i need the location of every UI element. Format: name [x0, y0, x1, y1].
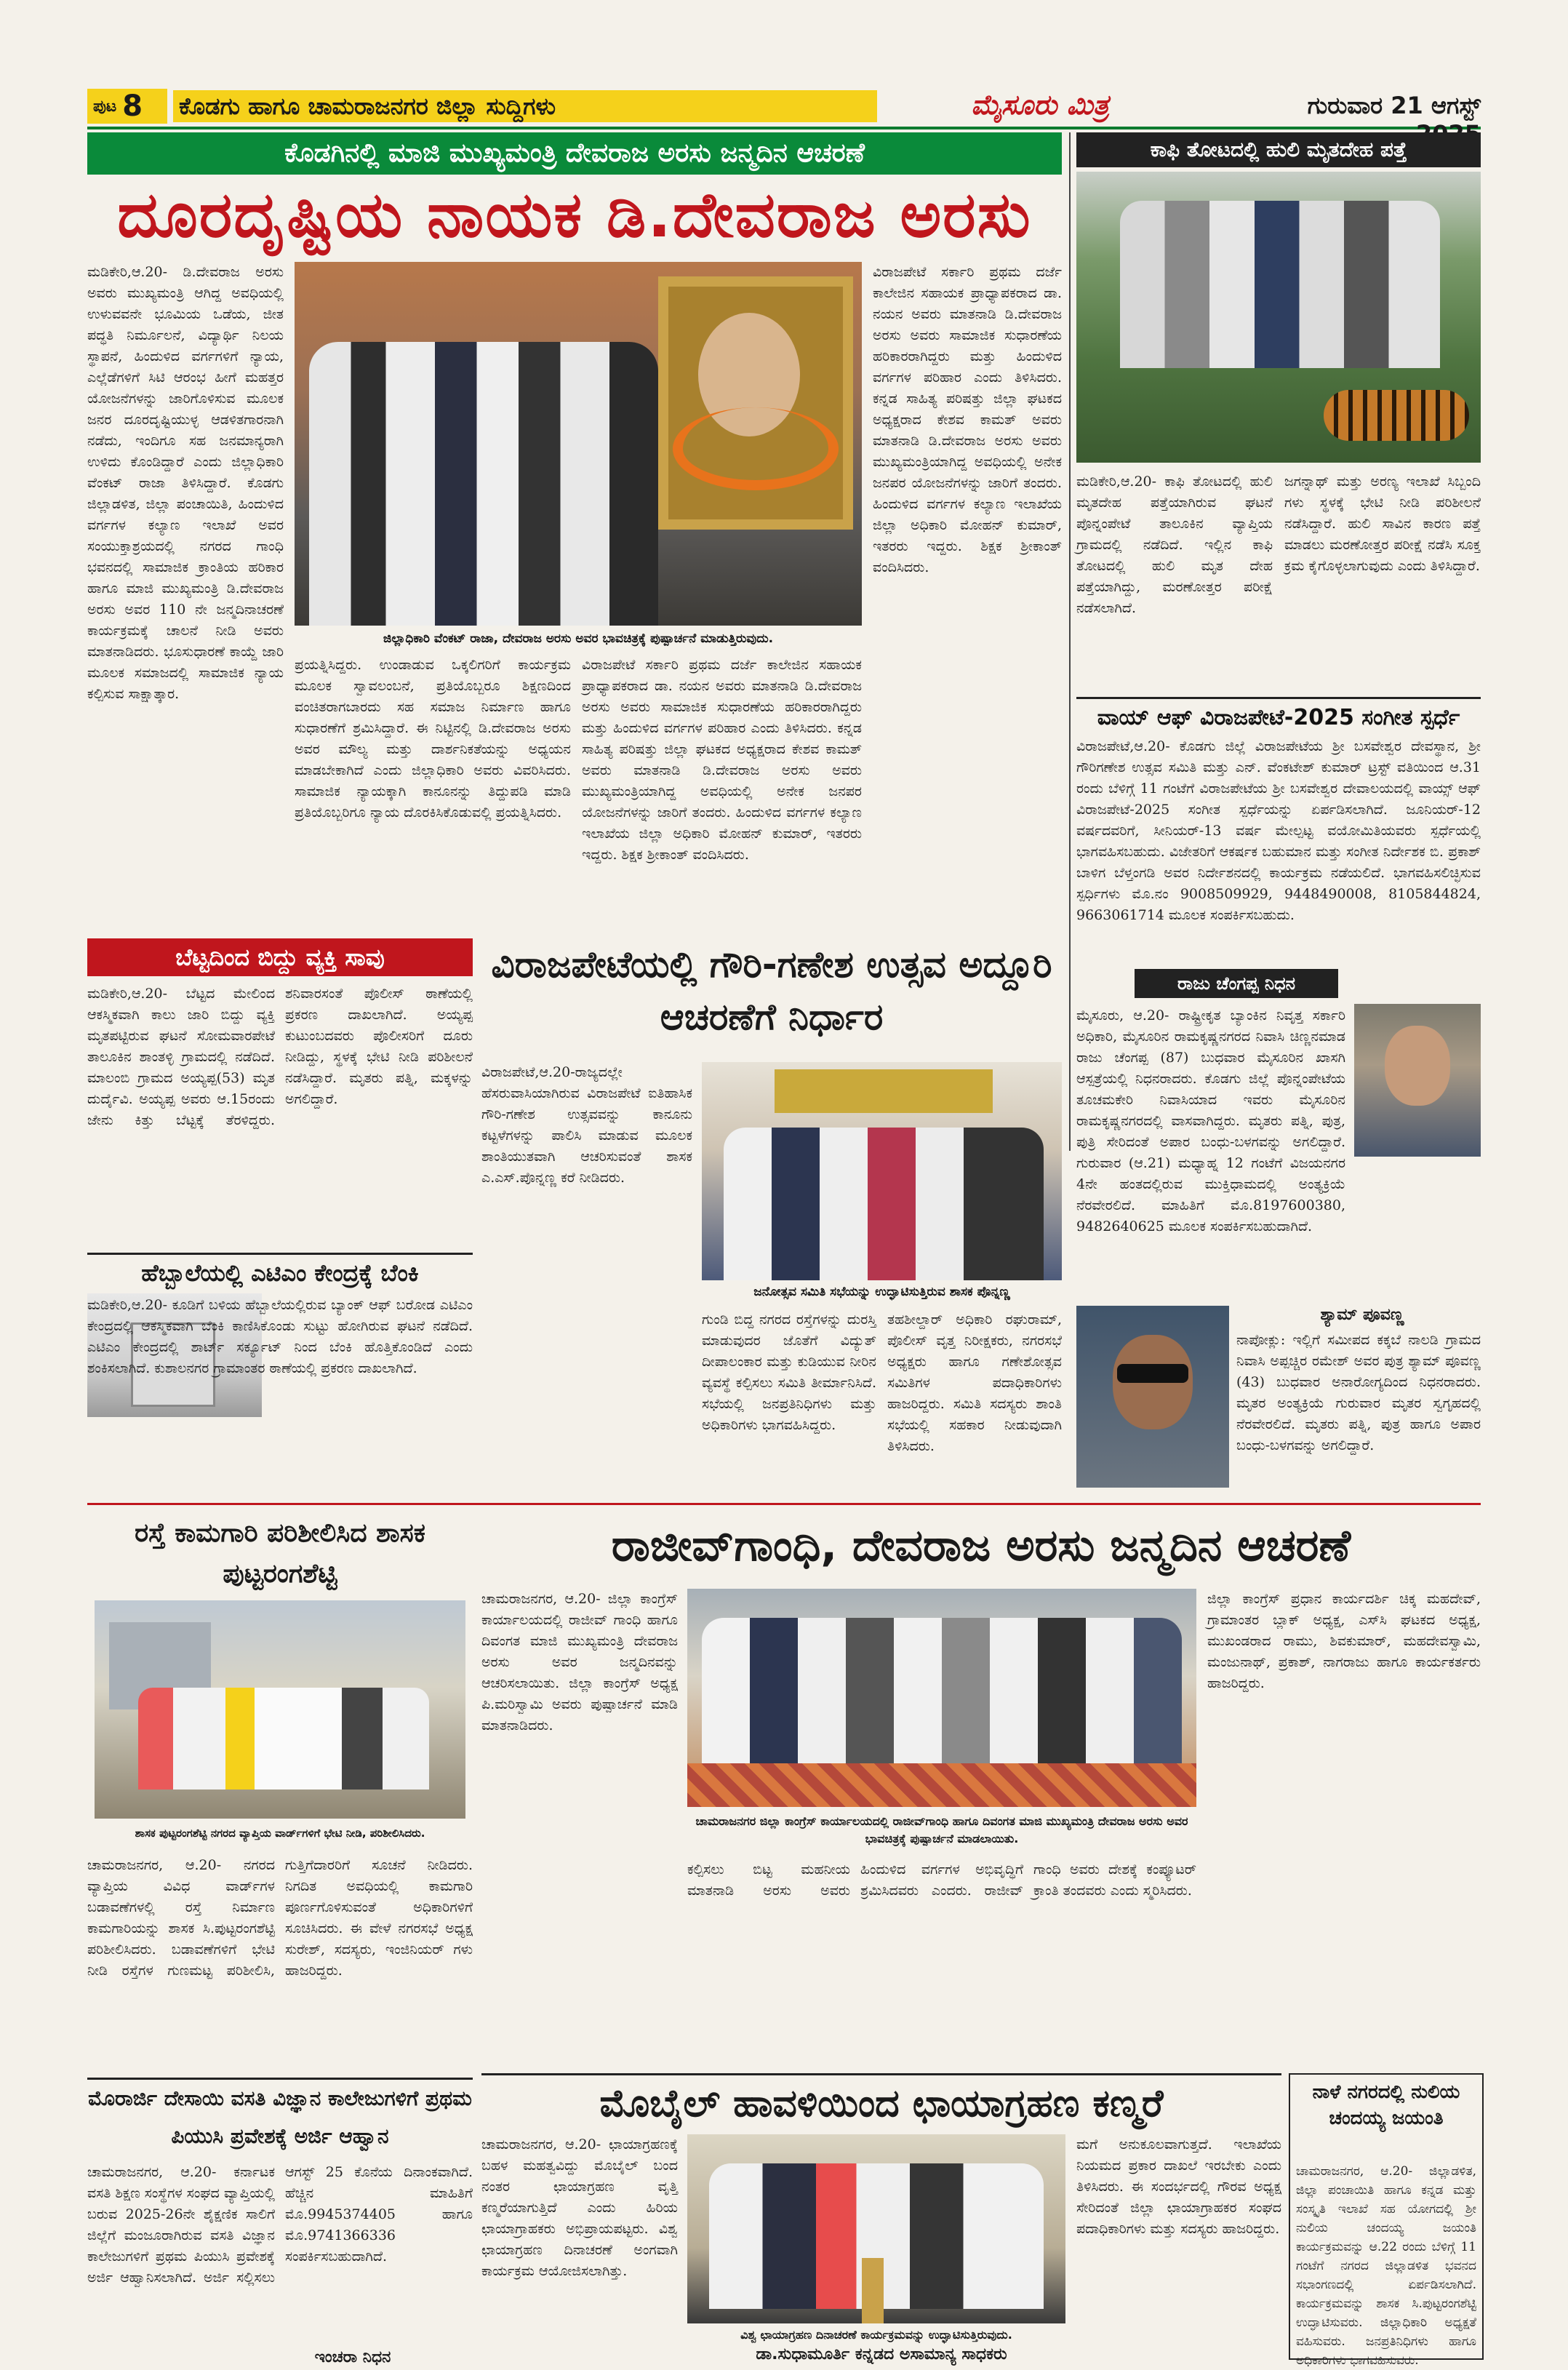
mobile-caption: ವಿಶ್ವ ಛಾಯಾಗ್ರಹಣ ದಿನಾಚರಣೆ ಕಾರ್ಯಕ್ರಮವನ್ನು ಉದ್ಘಾಟಿಸುತ್ತಿರುವುದು.	[740, 2328, 1012, 2342]
nulia-box	[1289, 2073, 1484, 2368]
coffee-body-right: ಜಗನ್ನಾಥ್ ಮತ್ತು ಅರಣ್ಯ ಇಲಾಖೆ ಸಿಬ್ಬಂದಿ ಗಳು ಸ್ಥಳಕ್ಕೆ ಭೇಟಿ ನೀಡಿ ಪರಿಶೀಲನೆ ನಡೆಸಿದ್ದಾರೆ. ಹುಲಿ ಸಾವಿನ ಕಾರಣ ಪತ್ತೆ ಮಾಡಲು ಮರಣೋತ್ತರ ಪರೀಕ್ಷೆ ನಡೆಸಿ ಸೂಕ್ತ ಕ್ರಮ ಕೈಗೊಳ್ಳಲಾಗುವುದು ಎಂದು ತಿಳಿಸಿದ್ದಾರೆ.	[1284, 474, 1481, 574]
obit2-title: ಶ್ಯಾಮ್ ಪೂವಣ್ಣ	[1320, 1306, 1404, 1324]
page-label-box	[87, 89, 167, 124]
wipe-title: ವಾಯ್ ಆಫ್ ವಿರಾಜಪೇಟೆ-2025 ಸಂಗೀತ ಸ್ಪರ್ಧೆ	[1076, 697, 1481, 730]
lead-photo-caption: ಜಿಲ್ಲಾಧಿಕಾರಿ ವೆಂಕಟ್ ರಾಜಾ, ದೇವರಾಜ ಅರಸು ಅವರ ಭಾವಚಿತ್ರಕ್ಕೆ ಪುಷ್ಪಾರ್ಚನೆ ಮಾಡುತ್ತಿರುವುದು.	[383, 631, 774, 646]
lead-body-left: ಮಡಿಕೇರಿ,ಆ.20- ಡಿ.ದೇವರಾಜ ಅರಸು ಅವರು ಮುಖ್ಯಮಂತ್ರಿ ಆಗಿದ್ದ ಅವಧಿಯಲ್ಲಿ ಉಳುವವನೇ ಭೂಮಿಯ ಒಡೆಯ, ಜೀತ ಪದ್ಧತಿ ನಿರ್ಮೂಲನೆ, ವಿದ್ಯಾರ್ಥಿ ನಿಲಯ ಸ್ಥಾಪನೆ, ಹಿಂದುಳಿದ ವರ್ಗಗಳಿಗೆ ನ್ಯಾಯ, ಎಲ್ಲೆಡೆಗಳಿಗೆ ಸಿಟಿ ಆರಂಭ ಹೀಗೆ ಮಹತ್ತರ ಯೋಜನೆಗಳನ್ನು ಜಾರಿಗೊಳಿಸುವ ಮೂಲಕ ಜನರ ದೂರದೃಷ್ಟಿಯುಳ್ಳ ಆಡಳಿತಗಾರನಾಗಿ ನಡೆದು, ಇಂದಿಗೂ ಸಹ ಜನಮಾನ್ಯರಾಗಿ ಉಳಿದು ಕೊಂಡಿದ್ದಾರೆ ಎಂದು ಜಿಲ್ಲಾಧಿಕಾರಿ ವೆಂಕಟ್ ರಾಜಾ ತಿಳಿಸಿದ್ದಾರೆ. ಕೊಡಗು ಜಿಲ್ಲಾಡಳಿತ, ಜಿಲ್ಲಾ ಪಂಚಾಯಿತಿ, ಹಿಂದುಳಿದ ವರ್ಗಗಳ ಕಲ್ಯಾಣ ಇಲಾಖೆ ಅವರ ಸಂಯುಕ್ತಾಶ್ರಯದಲ್ಲಿ ನಗರದ ಗಾಂಧಿ ಭವನದಲ್ಲಿ ಸಾಮಾಜಿಕ ಕ್ರಾಂತಿಯ ಹರಿಕಾರ ಹಾಗೂ ಮಾಜಿ ಮುಖ್ಯಮಂತ್ರಿ ಡಿ.ದೇವರಾಜ ಅರಸು ಅವರ 110 ನೇ ಜನ್ಮದಿನಾಚರಣೆ ಕಾರ್ಯಕ್ರಮಕ್ಕೆ ಚಾಲನೆ ನೀಡಿ ಅವರು ಮಾತನಾಡಿದರು. ಭೂಸುಧಾರಣೆ ಕಾಯ್ದೆ ಜಾರಿ ಮೂಲಕ ಸಮಾಜದಲ್ಲಿ ಸಾಮಾಜಿಕ ನ್ಯಾಯ ಕಲ್ಪಿಸುವ ಸಾಕ್ಷಾತ್ಕಾರ.	[87, 264, 284, 702]
lamp	[862, 2258, 884, 2323]
obit1-photo	[1354, 1004, 1481, 1157]
obit2-body: ನಾಪೋಕ್ಲು: ಇಲ್ಲಿಗೆ ಸಮೀಪದ ಕಕ್ಕಬೆ ನಾಲಡಿ ಗ್ರಾಮದ ನಿವಾಸಿ ಅಪ್ಪಚ್ಚಿರ ರಮೇಶ್ ಅವರ ಪುತ್ರ ಶ್ಯಾಮ್ ಪೂವಣ್ಣ (43) ಬುಧವಾರ ಅನಾರೋಗ್ಯದಿಂದ ನಿಧನರಾದರು. ಮೃತರ ಅಂತ್ಯಕ್ರಿಯೆ ಗುರುವಾರ ಮೃತರ ಸ್ವಗೃಹದಲ್ಲಿ ನೆರವೇರಲಿದೆ. ಮೃತರು ಪತ್ನಿ, ಪುತ್ರ ಹಾಗೂ ಅಪಾರ ಬಂಧು-ಬಳಗವನ್ನು ಅಗಲಿದ್ದಾರೆ.	[1236, 1332, 1481, 1453]
tiger-carcass	[1324, 390, 1469, 441]
portrait-face	[1385, 1026, 1450, 1106]
atm-body: ಮಡಿಕೇರಿ,ಆ.20- ಕೂಡಿಗೆ ಬಳಿಯ ಹೆಬ್ಬಾಲೆಯಲ್ಲಿರುವ ಬ್ಯಾಂಕ್ ಆಫ್ ಬರೋಡ ಎಟಿಎಂ ಕೇಂದ್ರದಲ್ಲಿ ಆಕಸ್ಮಿಕವಾಗಿ ಬೆಂಕಿ ಕಾಣಿಸಿಕೊಂಡು ಸುಟ್ಟು ಹೋಗಿರುವ ಘಟನೆ ನಡೆದಿದೆ. ಎಟಿಎಂ ಕೇಂದ್ರದಲ್ಲಿ ಶಾರ್ಟ್ ಸರ್ಕ್ಯೂಟ್ ನಿಂದ ಬೆಂಕಿ ಹೊತ್ತಿಕೊಂಡಿದೆ ಎಂದು ಶಂಕಿಸಲಾಗಿದೆ. ಕುಶಾಲನಗರ ಗ್ರಾಮಾಂತರ ಠಾಣೆಯಲ್ಲಿ ಪ್ರಕರಣ ದಾಖಲಾಗಿದೆ.	[87, 1297, 473, 1376]
rajiv-body2: ಕಲ್ಪಿಸಲು ಬಿಟ್ಟ ಮಹನೀಯ ಮಾತನಾಡಿ ಅರಸು ಅವರು ಹಿಂದುಳಿದ ವರ್ಗಗಳ ಅಭಿವೃದ್ಧಿಗೆ ಶ್ರಮಿಸಿದವರು ಎಂದರು. ರಾಜೀವ್ ಗಾಂಧಿ ಅವರು ದೇಶಕ್ಕೆ ಕಂಪ್ಯೂಟರ್ ಕ್ರಾಂತಿ ತಂದವರು ಎಂದು ಸ್ಮರಿಸಿದರು.	[687, 1862, 1196, 1899]
page-label: ಪುಟ	[93, 97, 117, 116]
lead-photo	[295, 262, 862, 626]
mobile-body2: ಮಗೆ ಅನುಕೂಲವಾಗುತ್ತದೆ. ಇಲಾಖೆಯ ನಿಯಮದ ಪ್ರಕಾರ ದಾಖಲೆ ಇರಬೇಕು ಎಂದು ತಿಳಿಸಿದರು. ಈ ಸಂದರ್ಭದಲ್ಲಿ ಗೌರವ ಅಧ್ಯಕ್ಷ ಸೇರಿದಂತೆ ಜಿಲ್ಲಾ ಛಾಯಾಗ್ರಾಹಕರ ಸಂಘದ ಪದಾಧಿಕಾರಿಗಳು ಮತ್ತು ಸದಸ್ಯರು ಹಾಜರಿದ್ದರು.	[1076, 2136, 1281, 2237]
ganesha-body2: ಗುಂಡಿ ಬಿದ್ದ ನಗರದ ರಸ್ತೆಗಳನ್ನು ದುರಸ್ತಿ ಮಾಡುವುದರ ಜೊತೆಗೆ ವಿದ್ಯುತ್ ದೀಪಾಲಂಕಾರ ಮತ್ತು ಕುಡಿಯುವ ನೀರಿನ ವ್ಯವಸ್ಥೆ ಕಲ್ಪಿಸಲು ಸಮಿತಿ ತೀರ್ಮಾನಿಸಿದೆ. ಸಭೆಯಲ್ಲಿ ಜನಪ್ರತಿನಿಧಿಗಳು ಮತ್ತು ಅಧಿಕಾರಿಗಳು ಭಾಗವಹಿಸಿದ್ದರು.	[702, 1312, 876, 1433]
banner	[775, 1069, 993, 1113]
atm-title: ಹೆಬ್ಬಾಲೆಯಲ್ಲಿ ಎಟಿಎಂ ಕೇಂದ್ರಕ್ಕೆ ಬೆಂಕಿ	[87, 1253, 473, 1288]
rajiv-photo	[687, 1589, 1196, 1807]
people-group	[702, 1618, 1182, 1763]
people-group	[1120, 201, 1440, 368]
lead-headline: ದೂರದೃಷ್ಟಿಯ ನಾಯಕ ಡಿ.ದೇವರಾಜ ಅರಸು	[117, 179, 1032, 252]
nulia-body: ಚಾಮರಾಜನಗರ, ಆ.20- ಜಿಲ್ಲಾಡಳಿತ, ಜಿಲ್ಲಾ ಪಂಚಾಯಿತಿ ಹಾಗೂ ಕನ್ನಡ ಮತ್ತು ಸಂಸ್ಕೃತಿ ಇಲಾಖೆ ಸಹ ಯೋಗದಲ್ಲಿ ಶ್ರೀ ನುಲಿಯ ಚಂದಯ್ಯ ಜಯಂತಿ ಕಾರ್ಯಕ್ರಮವನ್ನು ಆ.22 ರಂದು ಬೆಳಿಗ್ಗೆ 11 ಗಂಟೆಗೆ ನಗರದ ಜಿಲ್ಲಾಡಳಿತ ಭವನದ ಸಭಾಂಗಣದಲ್ಲಿ ಏರ್ಪಡಿಸಲಾಗಿದೆ. ಕಾರ್ಯಕ್ರಮವನ್ನು ಶಾಸಕ ಸಿ.ಪುಟ್ಟರಂಗಶೆಟ್ಟಿ ಉದ್ಘಾಟಿಸುವರು. ಜಿಲ್ಲಾಧಿಕಾರಿ ಅಧ್ಯಕ್ಷತೆ ವಹಿಸುವರು. ಜನಪ್ರತಿನಿಧಿಗಳು ಹಾಗೂ ಅಧಿಕಾರಿಗಳು ಭಾಗವಹಿಸುವರು.	[1296, 2164, 1476, 2368]
wipe-body: ವಿರಾಜಪೇಟೆ,ಆ.20- ಕೊಡಗು ಜಿಲ್ಲೆ ವಿರಾಜಪೇಟೆಯ ಶ್ರೀ ಬಸವೇಶ್ವರ ದೇವಸ್ಥಾನ, ಶ್ರೀ ಗೌರಿಗಣೇಶ ಉತ್ಸವ ಸಮಿತಿ ಮತ್ತು ಎನ್. ವೆಂಕಟೇಶ್ ಕುಮಾರ್ ಟ್ರಸ್ಟ್ ವತಿಯಿಂದ ಆ.31 ರಂದು ಬೆಳಿಗ್ಗೆ 11 ಗಂಟೆಗೆ ವಿರಾಜಪೇಟೆಯ ಶ್ರೀ ಬಸವೇಶ್ವರ ದೇವಾಲಯದಲ್ಲಿ ವಾಯ್ಸ್ ಆಫ್ ವಿರಾಜಪೇಟೆ-2025 ಸಂಗೀತ ಸ್ಪರ್ಧೆಯನ್ನು ಏರ್ಪಡಿಸಲಾಗಿದೆ. ಜೂನಿಯರ್-12 ವರ್ಷದವರಿಗೆ, ಸೀನಿಯರ್-13 ವರ್ಷ ಮೇಲ್ಪಟ್ಟ ವಯೋಮಿತಿಯವರು ಸ್ಪರ್ಧೆಯಲ್ಲಿ ಭಾಗವಹಿಸಬಹುದು. ವಿಜೇತರಿಗೆ ಆಕರ್ಷಕ ಬಹುಮಾನ ಮತ್ತು ಸಂಗೀತ ನಿರ್ದೇಶಕ ಬಿ. ಪ್ರಕಾಶ್ ಬಾಳಿಗ ಬೆಳ್ತಂಗಡಿ ಅವರ ನಿರ್ದೇಶನದಲ್ಲಿ ಕಾರ್ಯಕ್ರಮ ನಡೆಯಲಿದೆ. ಭಾಗವಹಿಸಲಿಚ್ಛಿಸುವ ಸ್ಪರ್ಧಿಗಳು ಮೊ.ನಂ 9008509929, 9448490008, 8105844824, 9663061714 ಮೂಲಕ ಸಂಪರ್ಕಿಸಬಹುದು.	[1076, 738, 1481, 923]
lead-body-mid2: ವಿರಾಜಪೇಟೆ ಸರ್ಕಾರಿ ಪ್ರಥಮ ದರ್ಜೆ ಕಾಲೇಜಿನ ಸಹಾಯಕ ಪ್ರಾಧ್ಯಾಪಕರಾದ ಡಾ. ನಯನ ಅವರು ಮಾತನಾಡಿ ಡಿ.ದೇವರಾಜ ಅರಸು ಅವರು ಸಾಮಾಜಿಕ ಸುಧಾರಣೆಯ ಹರಿಕಾರರಾಗಿದ್ದರು ಮತ್ತು ಹಿಂದುಳಿದ ವರ್ಗಗಳ ಪರಿಹಾರ ಎಂದು ತಿಳಿಸಿದರು. ಕನ್ನಡ ಸಾಹಿತ್ಯ ಪರಿಷತ್ತು ಜಿಲ್ಲಾ ಘಟಕದ ಅಧ್ಯಕ್ಷರಾದ ಕೇಶವ ಕಾಮತ್ ಅವರು ಮಾತನಾಡಿ ಡಿ.ದೇವರಾಜ ಅರಸು ಅವರು ಮುಖ್ಯಮಂತ್ರಿಯಾಗಿದ್ದ ಅವಧಿಯಲ್ಲಿ ಅನೇಕ ಜನಪರ ಯೋಜನೆಗಳನ್ನು ಜಾರಿಗೆ ತಂದರು. ಹಿಂದುಳಿದ ವರ್ಗಗಳ ಕಲ್ಯಾಣ ಇಲಾಖೆಯ ಜಿಲ್ಲಾ ಅಧಿಕಾರಿ ಮೋಹನ್ ಕುಮಾರ್, ಇತರರು ಇದ್ದರು. ಶಿಕ್ಷಕ ಶ್ರೀಕಾಂತ್ ವಂದಿಸಿದರು.	[582, 657, 862, 863]
fall-body: ಮಡಿಕೇರಿ,ಆ.20- ಬೆಟ್ಟದ ಮೇಲಿಂದ ಆಕಸ್ಮಿಕವಾಗಿ ಕಾಲು ಜಾರಿ ಬಿದ್ದು ವ್ಯಕ್ತಿ ಮೃತಪಟ್ಟಿರುವ ಘಟನೆ ಸೋಮವಾರಪೇಟೆ ತಾಲೂಕಿನ ಶಾಂತಳ್ಳಿ ಗ್ರಾಮದಲ್ಲಿ ನಡೆದಿದೆ. ಮಾಲಂಬಿ ಗ್ರಾಮದ ಅಯ್ಯಪ್ಪ(53) ಮೃತ ದುರ್ದೈವಿ. ಅಯ್ಯಪ್ಪ ಅವರು ಆ.15ರಂದು ಜೇನು ಕಿತ್ತು ಬೆಟ್ಟಕ್ಕೆ ತೆರಳಿದ್ದರು. ಶನಿವಾರಸಂತೆ ಪೊಲೀಸ್ ಠಾಣೆಯಲ್ಲಿ ಪ್ರಕರಣ ದಾಖಲಾಗಿದೆ. ಅಯ್ಯಪ್ಪ ಕುಟುಂಬದವರು ಪೊಲೀಸರಿಗೆ ದೂರು ನೀಡಿದ್ದು, ಸ್ಥಳಕ್ಕೆ ಭೇಟಿ ನೀಡಿ ಪರಿಶೀಲನೆ ನಡೆಸಿದ್ದಾರೆ. ಮೃತರು ಪತ್ನಿ, ಮಕ್ಕಳನ್ನು ಅಗಲಿದ್ದಾರೆ.	[87, 986, 473, 1128]
ganesha-body1: ವಿರಾಜಪೇಟೆ,ಆ.20-ರಾಜ್ಯದಲ್ಲೇ ಹೆಸರುವಾಸಿಯಾಗಿರುವ ವಿರಾಜಪೇಟೆ ಐತಿಹಾಸಿಕ ಗೌರಿ-ಗಣೇಶ ಉತ್ಸವವನ್ನು ಕಾನೂನು ಕಟ್ಟಳೆಗಳನ್ನು ಪಾಲಿಸಿ ಮಾಡುವ ಮೂಲಕ ಶಾಂತಿಯುತವಾಗಿ ಆಚರಿಸುವಂತೆ ಶಾಸಕ ಎ.ಎಸ್.ಪೊನ್ನಣ್ಣ ಕರೆ ನೀಡಿದರು.	[481, 1064, 692, 1186]
lead-body-mid: ಪ್ರಯತ್ನಿಸಿದ್ದರು. ಉಂಡಾಡುವ ಒಕ್ಕಲಿಗರಿಗೆ ಕಾರ್ಯಕ್ರಮ ಮೂಲಕ ಸ್ವಾವಲಂಬನೆ, ಪ್ರತಿಯೊಬ್ಬರೂ ಶಿಕ್ಷಣದಿಂದ ವಂಚಿತರಾಗಬಾರದು ಸಹ ಸಮಾಜ ನಿರ್ಮಾಣ ಹಾಗೂ ಸುಧಾರಣೆಗೆ ಶ್ರಮಿಸಿದ್ದಾರೆ. ಈ ನಿಟ್ಟಿನಲ್ಲಿ ಡಿ.ದೇವರಾಜ ಅರಸು ಅವರ ಮೌಲ್ಯ ಮತ್ತು ದಾರ್ಶನಿಕತೆಯನ್ನು ಅಧ್ಯಯನ ಮಾಡಬೇಕಾಗಿದೆ ಎಂದು ಜಿಲ್ಲಾಧಿಕಾರಿ ಅವರು ವಿವರಿಸಿದರು. ಸಾಮಾಜಿಕ ನ್ಯಾಯಕ್ಕಾಗಿ ಕಾನೂನನ್ನು ತಿದ್ದುಪಡಿ ಮಾಡಿ ಪ್ರತಿಯೊಬ್ಬರಿಗೂ ನ್ಯಾಯ ದೊರಕಿಸಿಕೊಡುವಲ್ಲಿ ಪ್ರಯತ್ನಿಸಿದರು.	[295, 657, 571, 821]
mobile-headline: ಮೊಬೈಲ್ ಹಾವಳಿಯಿಂದ ಛಾಯಾಗ್ರಹಣ ಕಣ್ಮರೆ	[481, 2073, 1281, 2132]
lead-kicker: ಕೊಡಗಿನಲ್ಲಿ ಮಾಜಿ ಮುಖ್ಯಮಂತ್ರಿ ದೇವರಾಜ ಅರಸು ಜನ್ಮದಿನ ಆಚರಣೆ	[87, 132, 1062, 175]
page-number: 8	[122, 89, 143, 123]
garland	[673, 407, 839, 490]
obit1-title: ರಾಜು ಚೆಂಗಪ್ಪ ನಿಧನ	[1135, 969, 1338, 998]
mobile-body1: ಚಾಮರಾಜನಗರ, ಆ.20- ಛಾಯಾಗ್ರಹಣಕ್ಕೆ ಬಹಳ ಮಹತ್ವವಿದ್ದು ಮೊಬೈಲ್ ಬಂದ ನಂತರ ಛಾಯಾಗ್ರಹಣ ವೃತ್ತಿ ಕಣ್ಮರೆಯಾಗುತ್ತಿದೆ ಎಂದು ಹಿರಿಯ ಛಾಯಾಗ್ರಾಹಕರು ಅಭಿಪ್ರಾಯಪಟ್ಟರು. ವಿಶ್ವ ಛಾಯಾಗ್ರಹಣ ದಿನಾಚರಣೆ ಅಂಗವಾಗಿ ಕಾರ್ಯಕ್ರಮ ಆಯೋಜಿಸಲಾಗಿತ್ತು.	[481, 2136, 678, 2279]
masthead	[87, 84, 1481, 129]
morarji-headline: ಮೊರಾರ್ಜಿ ದೇಸಾಯಿ ವಸತಿ ವಿಜ್ಞಾನ ಕಾಲೇಜುಗಳಿಗೆ ಪ್ರಥಮ ಪಿಯುಸಿ ಪ್ರವೇಶಕ್ಕೆ ಅರ್ಜಿ ಆಹ್ವಾನ	[87, 2078, 473, 2160]
paper-name: ಮೈಸೂರು ಮಿತ್ರ	[971, 89, 1109, 121]
lead-body-right: ವಿರಾಜಪೇಟೆ ಸರ್ಕಾರಿ ಪ್ರಥಮ ದರ್ಜೆ ಕಾಲೇಜಿನ ಸಹಾಯಕ ಪ್ರಾಧ್ಯಾಪಕರಾದ ಡಾ. ನಯನ ಅವರು ಮಾತನಾಡಿ ಡಿ.ದೇವರಾಜ ಅರಸು ಅವರು ಸಾಮಾಜಿಕ ಸುಧಾರಣೆಯ ಹರಿಕಾರರಾಗಿದ್ದರು ಮತ್ತು ಹಿಂದುಳಿದ ವರ್ಗಗಳ ಪರಿಹಾರ ಎಂದು ತಿಳಿಸಿದರು. ಕನ್ನಡ ಸಾಹಿತ್ಯ ಪರಿಷತ್ತು ಜಿಲ್ಲಾ ಘಟಕದ ಅಧ್ಯಕ್ಷರಾದ ಕೇಶವ ಕಾಮತ್ ಅವರು ಮಾತನಾಡಿ ಡಿ.ದೇವರಾಜ ಅರಸು ಅವರು ಮುಖ್ಯಮಂತ್ರಿಯಾಗಿದ್ದ ಅವಧಿಯಲ್ಲಿ ಅನೇಕ ಜನಪರ ಯೋಜನೆಗಳನ್ನು ಜಾರಿಗೆ ತಂದರು. ಹಿಂದುಳಿದ ವರ್ಗಗಳ ಕಲ್ಯಾಣ ಇಲಾಖೆಯ ಜಿಲ್ಲಾ ಅಧಿಕಾರಿ ಮೋಹನ್ ಕುಮಾರ್, ಇತರರು ಇದ್ದರು. ಶಿಕ್ಷಕ ಶ್ರೀಕಾಂತ್ ವಂದಿಸಿದರು.	[873, 264, 1062, 575]
road-caption: ಶಾಸಕ ಪುಟ್ಟರಂಗಶೆಟ್ಟಿ ನಗರದ ವ್ಯಾಪ್ತಿಯ ವಾರ್ಡ್‌ಗಳಿಗೆ ಭೇಟಿ ನೀಡಿ, ಪರಿಶೀಲಿಸಿದರು.	[135, 1827, 425, 1840]
obit2-photo	[1076, 1306, 1229, 1488]
rajiv-body3: ಜಿಲ್ಲಾ ಕಾಂಗ್ರೆಸ್ ಪ್ರಧಾನ ಕಾರ್ಯದರ್ಶಿ ಚಿಕ್ಕ ಮಹದೇವ್, ಗ್ರಾಮಾಂತರ ಬ್ಲಾಕ್ ಅಧ್ಯಕ್ಷ, ಎಸ್‌ಸಿ ಘಟಕದ ಅಧ್ಯಕ್ಷ, ಮುಖಂಡರಾದ ರಾಮು, ಶಿವಕುಮಾರ್, ಮಹದೇವಸ್ವಾಮಿ, ಮಂಜುನಾಥ್, ಪ್ರಕಾಶ್, ನಾಗರಾಜು ಹಾಗೂ ಕಾರ್ಯಕರ್ತರು ಹಾಜರಿದ್ದರು.	[1207, 1591, 1481, 1691]
mobile-photo	[687, 2134, 1065, 2323]
nulia-title: ನಾಳೆ ನಗರದಲ್ಲಿ ನುಲಿಯ ಚಂದಯ್ಯ ಜಯಂತಿ	[1312, 2081, 1460, 2129]
sunglasses	[1117, 1364, 1188, 1383]
issue-date: ಗುರುವಾರ 21 ಆಗಸ್ಟ್	[1307, 92, 1481, 119]
road-headline: ರಸ್ತೆ ಕಾಮಗಾರಿ ಪರಿಶೀಲಿಸಿದ ಶಾಸಕ ಪುಟ್ಟರಂಗಶೆಟ್ಟಿ	[135, 1518, 425, 1589]
morarji-body: ಚಾಮರಾಜನಗರ, ಆ.20- ಕರ್ನಾಟಕ ವಸತಿ ಶಿಕ್ಷಣ ಸಂಸ್ಥೆಗಳ ಸಂಘದ ವ್ಯಾಪ್ತಿಯಲ್ಲಿ ಬರುವ 2025-26ನೇ ಶೈಕ್ಷಣಿಕ ಸಾಲಿಗೆ ಜಿಲ್ಲೆಗೆ ಮಂಜೂರಾಗಿರುವ ವಸತಿ ವಿಜ್ಞಾನ ಕಾಲೇಜುಗಳಿಗೆ ಪ್ರಥಮ ಪಿಯುಸಿ ಪ್ರವೇಶಕ್ಕೆ ಅರ್ಜಿ ಆಹ್ವಾನಿಸಲಾಗಿದೆ. ಅರ್ಜಿ ಸಲ್ಲಿಸಲು ಆಗಸ್ಟ್ 25 ಕೊನೆಯ ದಿನಾಂಕವಾಗಿದೆ. ಹೆಚ್ಚಿನ ಮಾಹಿತಿಗೆ ಮೊ.9945374405 ಹಾಗೂ ಮೊ.9741366336 ಸಂಪರ್ಕಿಸಬಹುದಾಗಿದೆ.	[87, 2164, 473, 2286]
obit3-title: ಇಂಚರಾ ನಿಧನ	[314, 2348, 391, 2366]
people-group	[309, 342, 658, 626]
sudha-headline: ಡಾ.ಸುಧಾಮೂರ್ತಿ ಕನ್ನಡದ ಅಸಾಮಾನ್ಯ ಸಾಧಕರು	[756, 2345, 1007, 2363]
rule	[87, 1503, 1481, 1505]
rajiv-body1: ಚಾಮರಾಜನಗರ, ಆ.20- ಜಿಲ್ಲಾ ಕಾಂಗ್ರೆಸ್ ಕಾರ್ಯಾಲಯದಲ್ಲಿ ರಾಜೀವ್ ಗಾಂಧಿ ಹಾಗೂ ದಿವಂಗತ ಮಾಜಿ ಮುಖ್ಯಮಂತ್ರಿ ದೇವರಾಜ ಅರಸು ಅವರ ಜನ್ಮದಿನವನ್ನು ಆಚರಿಸಲಾಯಿತು. ಜಿಲ್ಲಾ ಕಾಂಗ್ರೆಸ್ ಅಧ್ಯಕ್ಷ ಪಿ.ಮರಿಸ್ವಾಮಿ ಅವರು ಪುಷ್ಪಾರ್ಚನೆ ಮಾಡಿ ಮಾತನಾಡಿದರು.	[481, 1591, 678, 1733]
fall-title: ಬೆಟ್ಟದಿಂದ ಬಿದ್ದು ವ್ಯಕ್ತಿ ಸಾವು	[87, 938, 473, 976]
ganesha-photo	[702, 1062, 1062, 1280]
road-photo	[95, 1600, 465, 1819]
rule	[1069, 132, 1071, 1151]
coffee-body-left: ಮಡಿಕೇರಿ,ಆ.20- ಕಾಫಿ ತೋಟದಲ್ಲಿ ಹುಲಿ ಮೃತದೇಹ ಪತ್ತೆಯಾಗಿರುವ ಘಟನೆ ಪೊನ್ನಂಪೇಟೆ ತಾಲೂಕಿನ ವ್ಯಾಪ್ತಿಯ ಗ್ರಾಮದಲ್ಲಿ ನಡೆದಿದೆ. ಇಲ್ಲಿನ ಕಾಫಿ ತೋಟದಲ್ಲಿ ಹುಲಿ ಮೃತ ದೇಹ ಪತ್ತೆಯಾಗಿದ್ದು, ಮರಣೋತ್ತರ ಪರೀಕ್ಷೆ ನಡೆಸಲಾಗಿದೆ.	[1076, 474, 1273, 616]
coffee-title: ಕಾಫಿ ತೋಟದಲ್ಲಿ ಹುಲಿ ಮೃತದೇಹ ಪತ್ತೆ	[1076, 132, 1481, 167]
rajiv-caption: ಚಾಮರಾಜನಗರ ಜಿಲ್ಲಾ ಕಾಂಗ್ರೆಸ್ ಕಾರ್ಯಾಲಯದಲ್ಲಿ ರಾಜೀವ್‌ಗಾಂಧಿ ಹಾಗೂ ದಿವಂಗತ ಮಾಜಿ ಮುಖ್ಯಮಂತ್ರಿ ದೇವರಾಜ ಅರಸು ಅವರ ಭಾವಚಿತ್ರಕ್ಕೆ ಪುಷ್ಪಾರ್ಚನೆ ಮಾಡಲಾಯಿತು.	[695, 1814, 1188, 1846]
section-title: ಕೊಡಗು ಹಾಗೂ ಚಾಮರಾಜನಗರ ಜಿಲ್ಲಾ ಸುದ್ದಿಗಳು	[173, 90, 877, 122]
people-group	[138, 1688, 429, 1790]
rajiv-headline: ರಾಜೀವ್‌ಗಾಂಧಿ, ದೇವರಾಜ ಅರಸು ಜನ್ಮದಿನ ಆಚರಣೆ	[611, 1520, 1351, 1571]
people-group	[724, 1128, 1044, 1280]
carpet	[687, 1763, 1196, 1807]
ganesha-caption: ಜನೋತ್ಸವ ಸಮಿತಿ ಸಭೆಯನ್ನು ಉದ್ಘಾಟಿಸುತ್ತಿರುವ ಶಾಸಕ ಪೊನ್ನಣ್ಣ	[753, 1285, 1010, 1299]
ganesha-headline: ವಿರಾಜಪೇಟೆಯಲ್ಲಿ ಗೌರಿ-ಗಣೇಶ ಉತ್ಸವ ಅದ್ದೂರಿ ಆಚರಣೆಗೆ ನಿರ್ಧಾರ	[491, 943, 1052, 1038]
ganesha-body3: ತಹಶೀಲ್ದಾರ್ ಅಧಿಕಾರಿ ರಘುರಾಮ್, ಪೊಲೀಸ್ ವೃತ್ತ ನಿರೀಕ್ಷಕರು, ನಗರಸಭೆ ಅಧ್ಯಕ್ಷರು ಹಾಗೂ ಗಣೇಶೋತ್ಸವ ಸಮಿತಿಗಳ ಪದಾಧಿಕಾರಿಗಳು ಹಾಜರಿದ್ದರು. ಸಮಿತಿ ಸದಸ್ಯರು ಶಾಂತಿ ಸಭೆಯಲ್ಲಿ ಸಹಕಾರ ನೀಡುವುದಾಗಿ ತಿಳಿಸಿದರು.	[887, 1312, 1062, 1454]
obit1-body: ಮೈಸೂರು, ಆ.20- ರಾಷ್ಟ್ರೀಕೃತ ಬ್ಯಾಂಕಿನ ನಿವೃತ್ತ ಸರ್ಕಾರಿ ಅಧಿಕಾರಿ, ಮೈಸೂರಿನ ರಾಮಕೃಷ್ಣನಗರದ ನಿವಾಸಿ ಚಿಣ್ಣನಮಾಡ ರಾಜು ಚೆಂಗಪ್ಪ (87) ಬುಧವಾರ ಮೈಸೂರಿನ ಖಾಸಗಿ ಆಸ್ಪತ್ರೆಯಲ್ಲಿ ನಿಧನರಾದರು. ಕೊಡಗು ಜಿಲ್ಲೆ ಪೊನ್ನಂಪೇಟೆಯ ತೂಚಮಕೇರಿ ನಿವಾಸಿಯಾದ ಇವರು ಮೈಸೂರಿನ ರಾಮಕೃಷ್ಣನಗರದಲ್ಲಿ ವಾಸವಾಗಿದ್ದರು. ಮೃತರು ಪತ್ನಿ, ಪುತ್ರ, ಪುತ್ರಿ ಸೇರಿದಂತೆ ಅಪಾರ ಬಂಧು-ಬಳಗವನ್ನು ಅಗಲಿದ್ದಾರೆ. ಗುರುವಾರ (ಆ.21) ಮಧ್ಯಾಹ್ನ 12 ಗಂಟೆಗೆ ವಿಜಯನಗರ 4ನೇ ಹಂತದಲ್ಲಿರುವ ಮುಕ್ತಿಧಾಮದಲ್ಲಿ ಅಂತ್ಯಕ್ರಿಯೆ ನೆರವೇರಲಿದೆ. ಮಾಹಿತಿಗೆ ಮೊ.8197600380, 9482640625 ಮೂಲಕ ಸಂಪರ್ಕಿಸಬಹುದಾಗಿದೆ.	[1076, 1008, 1345, 1234]
coffee-photo	[1076, 172, 1481, 463]
road-body: ಚಾಮರಾಜನಗರ, ಆ.20- ನಗರದ ವ್ಯಾಪ್ತಿಯ ವಿವಿಧ ವಾರ್ಡ್‌ಗಳ ಬಡಾವಣೆಗಳಲ್ಲಿ ರಸ್ತೆ ನಿರ್ಮಾಣ ಕಾಮಗಾರಿಯನ್ನು ಶಾಸಕ ಸಿ.ಪುಟ್ಟರಂಗಶೆಟ್ಟಿ ಪರಿಶೀಲಿಸಿದರು. ಬಡಾವಣೆಗಳಿಗೆ ಭೇಟಿ ನೀಡಿ ರಸ್ತೆಗಳ ಗುಣಮಟ್ಟ ಪರಿಶೀಲಿಸಿ, ಗುತ್ತಿಗೆದಾರರಿಗೆ ಸೂಚನೆ ನೀಡಿದರು. ನಿಗದಿತ ಅವಧಿಯಲ್ಲಿ ಕಾಮಗಾರಿ ಪೂರ್ಣಗೊಳಿಸುವಂತೆ ಅಧಿಕಾರಿಗಳಿಗೆ ಸೂಚಿಸಿದರು. ಈ ವೇಳೆ ನಗರಸಭೆ ಅಧ್ಯಕ್ಷ ಸುರೇಶ್, ಸದಸ್ಯರು, ಇಂಜಿನಿಯರ್ ಗಳು ಹಾಜರಿದ್ದರು.	[87, 1857, 473, 1979]
